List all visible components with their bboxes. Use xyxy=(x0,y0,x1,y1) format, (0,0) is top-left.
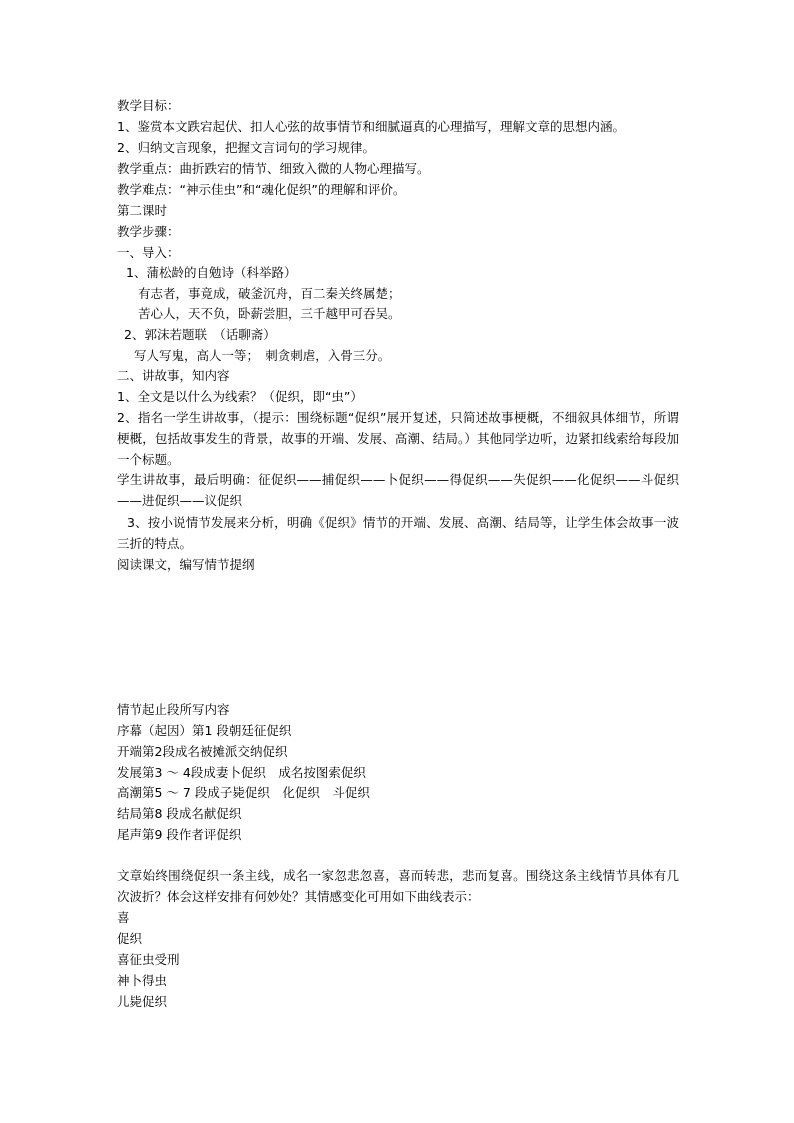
goal-item-1: 1、鉴赏本文跌宕起伏、扣人心弦的故事情节和细腻逼真的心理描写，理解文章的思想内涵。 xyxy=(117,119,625,134)
goal-item-2: 2、归纳文言现象，把握文言词句的学习规律。 xyxy=(117,140,375,155)
difficulty: 教学难点：“神示佳虫”和“魂化促织”的理解和评价。 xyxy=(117,182,406,197)
story-summary: 学生讲故事，最后明确：征促织——捕促织——卜促织——得促织——失促织——化促织——斗促织——进促织——议促织 xyxy=(117,472,679,508)
steps-heading: 教学步骤： xyxy=(117,224,180,239)
question-1: 1、全文是以什么为线索？（促织，即“虫”） xyxy=(117,389,363,404)
step-1-heading: 一、导入： xyxy=(117,245,180,260)
plot-row: 序幕（起因）第1 段朝廷征促织 xyxy=(117,723,292,738)
poem-1-line-1: 有志者，事竟成，破釜沉舟，百二秦关终属楚； xyxy=(138,286,401,301)
poem-2-title: 2、郭沫若题联 （话聊斋） xyxy=(124,327,276,342)
poem-2-line: 写人写鬼，高人一等； 刺贪刺虐，入骨三分。 xyxy=(134,348,391,363)
curve-label: 神卜得虫 xyxy=(117,973,168,988)
plot-row: 发展第3 ～ 4段成妻卜促织 成名按图索促织 xyxy=(117,765,366,780)
plot-row: 开端第2段成名被摊派交纳促织 xyxy=(117,744,288,759)
curve-label: 喜 xyxy=(117,910,130,925)
plot-row: 结局第8 段成名献促织 xyxy=(117,806,242,821)
curve-label: 促织 xyxy=(117,931,143,946)
question-2: 2、指名一学生讲故事，（提示：围绕标题“促织”展开复述，只简述故事梗概，不细叙具体细节，所谓梗概，包括故事发生的背景，故事的开端、发展、高潮、结局。）其他同学边听，边紧扣线索给每段加一个标题。 xyxy=(117,410,679,467)
period-label: 第二课时 xyxy=(117,203,168,218)
key-point: 教学重点：曲折跌宕的情节、细致入微的人物心理描写。 xyxy=(117,161,430,176)
read-outline-instruction: 阅读课文，编写情节提纲 xyxy=(117,557,255,572)
plot-row: 高潮第5 ～ 7 段成子毙促织 化促织 斗促织 xyxy=(117,785,370,800)
goals-heading: 教学目标： xyxy=(117,98,180,113)
poem-1-title: 1、蒲松龄的自勉诗（科举路） xyxy=(126,265,297,280)
curve-label: 喜征虫受刑 xyxy=(117,952,180,967)
step-2-heading: 二、讲故事，知内容 xyxy=(117,368,230,383)
curve-label: 儿毙促织 xyxy=(117,994,168,1009)
closing-paragraph: 文章始终围绕促织一条主线，成名一家忽悲忽喜，喜而转悲，悲而复喜。围绕这条主线情节具体有几次波折？体会这样安排有何妙处？其情感变化可用如下曲线表示： xyxy=(117,868,679,904)
plot-row: 尾声第9 段作者评促织 xyxy=(117,827,242,842)
poem-1-line-2: 苦心人，天不负，卧薪尝胆，三千越甲可吞吴。 xyxy=(138,306,401,321)
question-3: 3、按小说情节发展来分析，明确《促织》情节的开端、发展、高潮、结局等，让学生体会故事一波三折的特点。 xyxy=(117,515,679,551)
plot-table-header: 情节起止段所写内容 xyxy=(117,702,230,717)
